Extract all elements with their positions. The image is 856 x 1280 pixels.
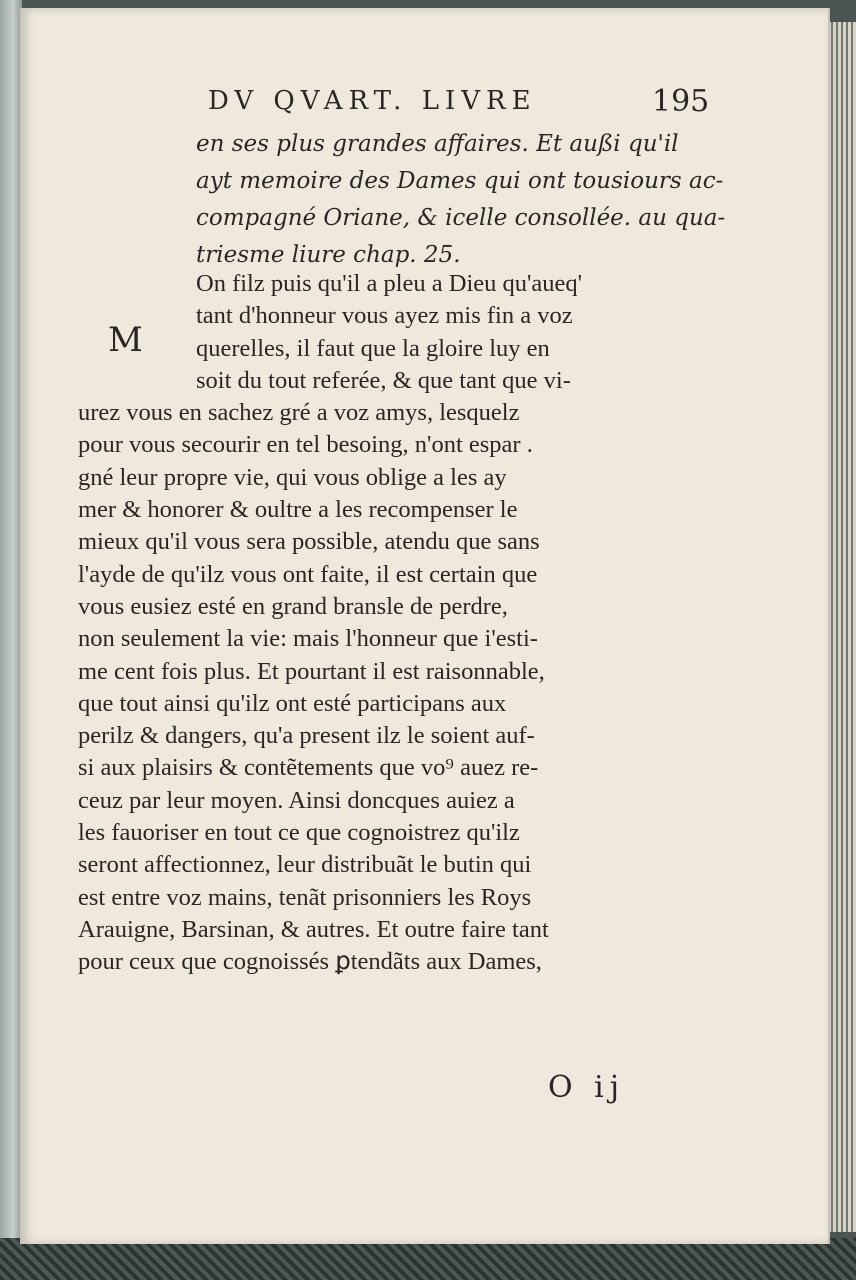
text-line: perilz & dangers, qu'a present ilz le soient auf- — [78, 722, 535, 750]
text-line: si aux plaisirs & contẽtements que vo⁹ auez re- — [78, 754, 539, 782]
running-head: DV QVART. LIVRE — [208, 86, 537, 116]
text-line: querelles, il faut que la gloire luy en — [196, 334, 550, 362]
book-cover-left-edge — [0, 0, 22, 1280]
body-text — [78, 268, 718, 979]
text-line: non seulement la vie: mais l'honneur que i'esti- — [78, 625, 538, 653]
text-line: me cent fois plus. Et pourtant il est raisonnable, — [78, 657, 545, 685]
text-line: les fauoriser en tout ce que cognoistrez qu'ilz — [78, 819, 520, 847]
page-stack-edge — [828, 22, 856, 1232]
summary-line: compagné Oriane, & icelle consollée. au qua- — [196, 205, 726, 231]
chapter-summary — [196, 126, 726, 274]
summary-line: ayt memoire des Dames qui ont tousiours ac- — [196, 168, 724, 194]
signature-mark: O ij — [548, 1070, 626, 1105]
summary-line: en ses plus grandes affaires. Et außi qu'il — [196, 131, 679, 157]
text-line: mieux qu'il vous sera possible, atendu que sans — [78, 528, 540, 556]
text-line: est entre voz mains, tenãt prisonniers les Roys — [78, 883, 532, 911]
text-line: pour ceux que cognoissés ꝑtendãts aux Dames, — [78, 948, 542, 976]
text-line: Arauigne, Barsinan, & autres. Et outre faire tant — [78, 915, 549, 943]
text-line: On filz puis qu'il a pleu a Dieu qu'aueq' — [196, 270, 583, 297]
text-line: seront affectionnez, leur distribuãt le butin qui — [78, 851, 532, 879]
text-line: vous eusiez esté en grand bransle de perdre, — [78, 592, 508, 620]
text-line: tant d'honneur vous ayez mis fin a voz — [196, 302, 573, 330]
text-line: ceuz par leur moyen. Ainsi doncques auiez a — [78, 786, 515, 814]
summary-line: triesme liure chap. 25. — [196, 242, 461, 268]
drop-initial: M — [108, 320, 143, 360]
text-line: mer & honorer & oultre a les recompenser le — [78, 496, 518, 524]
text-line: urez vous en sachez gré a voz amys, lesquelz — [78, 399, 520, 427]
text-line: gné leur propre vie, qui vous oblige a les ay — [78, 463, 507, 491]
page-number: 195 — [652, 84, 710, 119]
text-line: l'ayde de qu'ilz vous ont faite, il est certain que — [78, 560, 538, 588]
text-line: que tout ainsi qu'ilz ont esté participans aux — [78, 689, 507, 717]
text-line: soit du tout referée, & que tant que vi- — [196, 366, 571, 394]
cloth-background — [0, 1238, 856, 1280]
text-line: pour vous secourir en tel besoing, n'ont espar . — [78, 431, 533, 459]
